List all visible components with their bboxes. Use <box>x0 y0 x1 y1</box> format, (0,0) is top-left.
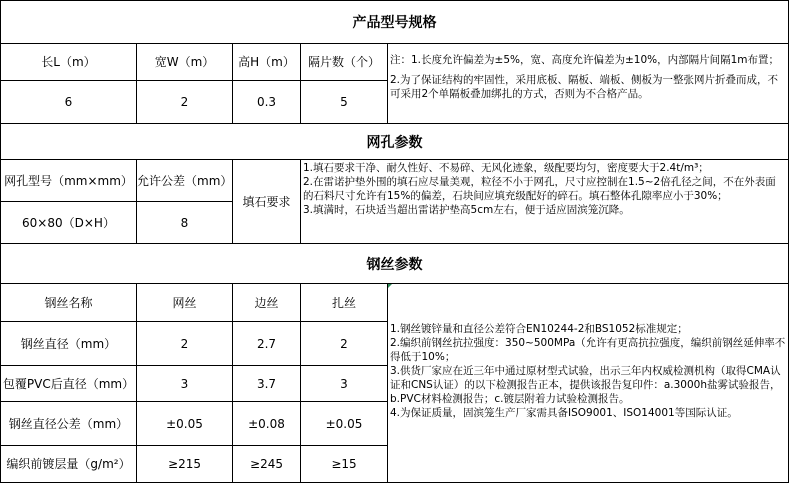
value-height: 0.3 <box>233 81 301 124</box>
header-mesh-wire: 网丝 <box>137 284 233 322</box>
row-diameter-tolerance-tie: ±0.05 <box>301 402 388 446</box>
stone-note-3: 3.填满时，石块适当超出雷诺护垫高5cm左右，便于适应固滨笼沉降。 <box>303 204 630 216</box>
row-diameter-tolerance-mesh: ±0.05 <box>137 402 233 446</box>
wire-note-3: 3.供货厂家应在近三年中通过原材型式试验，出示三年内权威检测机构（取得CMA认证和CNS认证）的以下检测报告正本，提供该报告复印件：a.3000h盐雾试验报告，b.PVC材料检测报告；c.镀层附着力试验检测报告。 <box>390 365 781 405</box>
product-note-1: 注：1.长度允许偏差为±5%，宽、高度允许偏差为±10%，内部隔片间隔1m布置； <box>390 54 780 66</box>
header-partitions: 隔片数（个） <box>301 44 388 81</box>
header-length: 长L（m） <box>0 44 137 81</box>
wire-spec-title: 钢丝参数 <box>0 244 789 284</box>
value-width: 2 <box>137 81 233 124</box>
row-pvc-diameter-mesh: 3 <box>137 366 233 402</box>
stone-requirement-notes <box>301 160 789 244</box>
row-diameter-tolerance-edge: ±0.08 <box>233 402 301 446</box>
value-tolerance: 8 <box>137 202 233 244</box>
row-diameter-tolerance-label: 钢丝直径公差（mm） <box>0 402 137 446</box>
wire-spec-notes <box>388 284 789 483</box>
mesh-spec-title: 网孔参数 <box>0 124 789 160</box>
row-coating-weight-edge: ≥245 <box>233 446 301 483</box>
stone-note-2: 2.在雷诺护垫外围的填石应尽量美观，粒径不小于网孔，尺寸应控制在1.5~2倍孔径之间，不在外表面的石料尺寸允许有15%的偏差，石块间应填充级配好的碎石。填石整体孔隙率应小于30%； <box>303 176 776 202</box>
wire-note-2: 2.编织前钢丝抗拉强度：350~500MPa（允许有更高抗拉强度，编织前钢丝延伸率不得低于10%； <box>390 337 786 363</box>
header-edge-wire: 边丝 <box>233 284 301 322</box>
row-wire-diameter-edge: 2.7 <box>233 322 301 366</box>
row-pvc-diameter-tie: 3 <box>301 366 388 402</box>
value-partitions: 5 <box>301 81 388 124</box>
header-tolerance: 允许公差（mm） <box>137 160 233 202</box>
value-mesh-type: 60×80（D×H） <box>0 202 137 244</box>
value-length: 6 <box>0 81 137 124</box>
cell-comment-marker <box>388 284 392 288</box>
header-width: 宽W（m） <box>137 44 233 81</box>
header-mesh-type: 网孔型号（mm×mm） <box>0 160 137 202</box>
wire-note-1: 1.钢丝镀锌量和直径公差符合EN10244-2和BS1052标准规定； <box>390 323 688 335</box>
product-note-2: 2.为了保证结构的牢固性，采用底板、隔板、端板、侧板为一整张网片折叠而成，不可采用2个单隔板叠加绑扎的方式，否则为不合格产品。 <box>390 74 779 100</box>
row-wire-diameter-mesh: 2 <box>137 322 233 366</box>
row-coating-weight-label: 编织前镀层量（g/m²） <box>0 446 137 483</box>
row-coating-weight-tie: ≥15 <box>301 446 388 483</box>
row-pvc-diameter-label: 包覆PVC后直径（mm） <box>0 366 137 402</box>
row-wire-diameter-label: 钢丝直径（mm） <box>0 322 137 366</box>
header-height: 高H（m） <box>233 44 301 81</box>
product-spec-notes <box>388 44 789 124</box>
row-pvc-diameter-edge: 3.7 <box>233 366 301 402</box>
row-wire-diameter-tie: 2 <box>301 322 388 366</box>
product-spec-title: 产品型号规格 <box>0 0 789 44</box>
wire-note-4: 4.为保证质量，固滨笼生产厂家需具备ISO9001、ISO14001等国际认证。 <box>390 407 738 419</box>
stone-note-1: 1.填石要求干净、耐久性好、不易碎、无风化迹象，级配要均匀，密度要大于2.4t/m³； <box>303 162 709 174</box>
stone-requirement-label: 填石要求 <box>233 160 301 244</box>
row-coating-weight-mesh: ≥215 <box>137 446 233 483</box>
header-wire-name: 钢丝名称 <box>0 284 137 322</box>
header-tie-wire: 扎丝 <box>301 284 388 322</box>
